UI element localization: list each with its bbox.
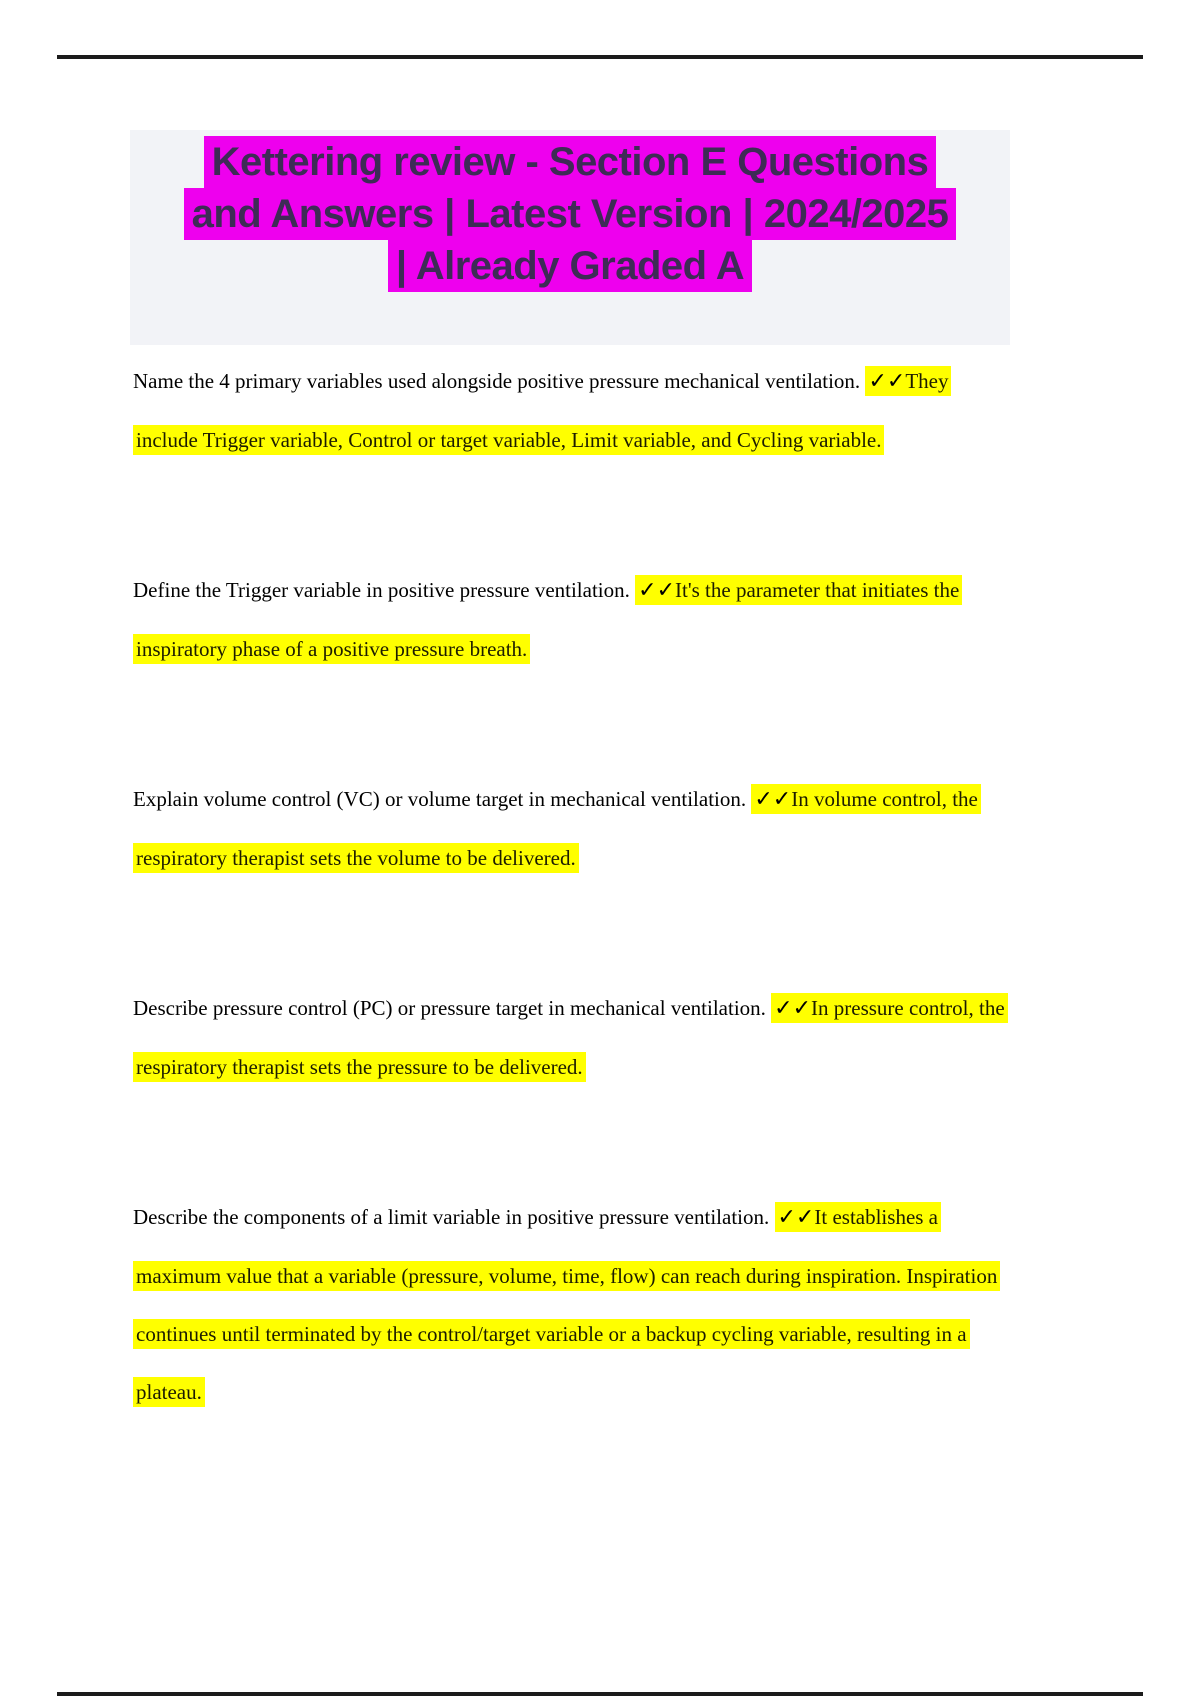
question-text: Describe pressure control (PC) or pressure target in mechanical ventilation.	[133, 996, 772, 1020]
question-text: Describe the components of a limit variable in positive pressure ventilation.	[133, 1205, 775, 1229]
checkmarks-icon: ✓✓	[754, 787, 792, 812]
title-block	[130, 130, 1010, 345]
checkmarks-icon: ✓✓	[774, 996, 812, 1021]
question-text: Name the 4 primary variables used alongside positive pressure mechanical ventilation.	[133, 369, 866, 393]
title-line	[130, 136, 1010, 188]
qa-item	[133, 352, 1007, 469]
bottom-horizontal-rule	[57, 1692, 1143, 1696]
checkmarks-icon: ✓✓	[777, 1205, 815, 1230]
qa-list	[133, 352, 1007, 1513]
question-text: Define the Trigger variable in positive pressure ventilation.	[133, 578, 636, 602]
title-line	[130, 240, 1010, 292]
checkmarks-icon: ✓✓	[868, 369, 906, 394]
qa-item	[133, 979, 1007, 1096]
title-line	[130, 188, 1010, 240]
answer-text: It's the parameter that initiates the inspiratory phase of a positive pressure breath.	[136, 578, 960, 661]
page-title-text: and Answers | Latest Version | 2024/2025	[184, 188, 957, 240]
answer-text: In volume control, the respiratory therapist sets the volume to be delivered.	[136, 787, 978, 870]
top-horizontal-rule	[57, 55, 1143, 59]
qa-item	[133, 1188, 1007, 1421]
answer-text: In pressure control, the respiratory therapist sets the pressure to be delivered.	[136, 996, 1005, 1079]
page-title-text: Kettering review - Section E Questions	[204, 136, 937, 188]
answer-text: They include Trigger variable, Control or target variable, Limit variable, and Cycling variable.	[136, 369, 949, 452]
checkmarks-icon: ✓✓	[638, 578, 676, 603]
page-title-text: | Already Graded A	[388, 240, 752, 292]
qa-item	[133, 770, 1007, 887]
question-text: Explain volume control (VC) or volume target in mechanical ventilation.	[133, 787, 752, 811]
qa-item	[133, 561, 1007, 678]
answer-text: It establishes a maximum value that a variable (pressure, volume, time, flow) can reach during inspiration. Inspiration continues until terminated by the control/target variable or a backup cycling variable, resulting in a plateau.	[136, 1205, 998, 1404]
answer-highlight	[133, 1202, 1000, 1407]
